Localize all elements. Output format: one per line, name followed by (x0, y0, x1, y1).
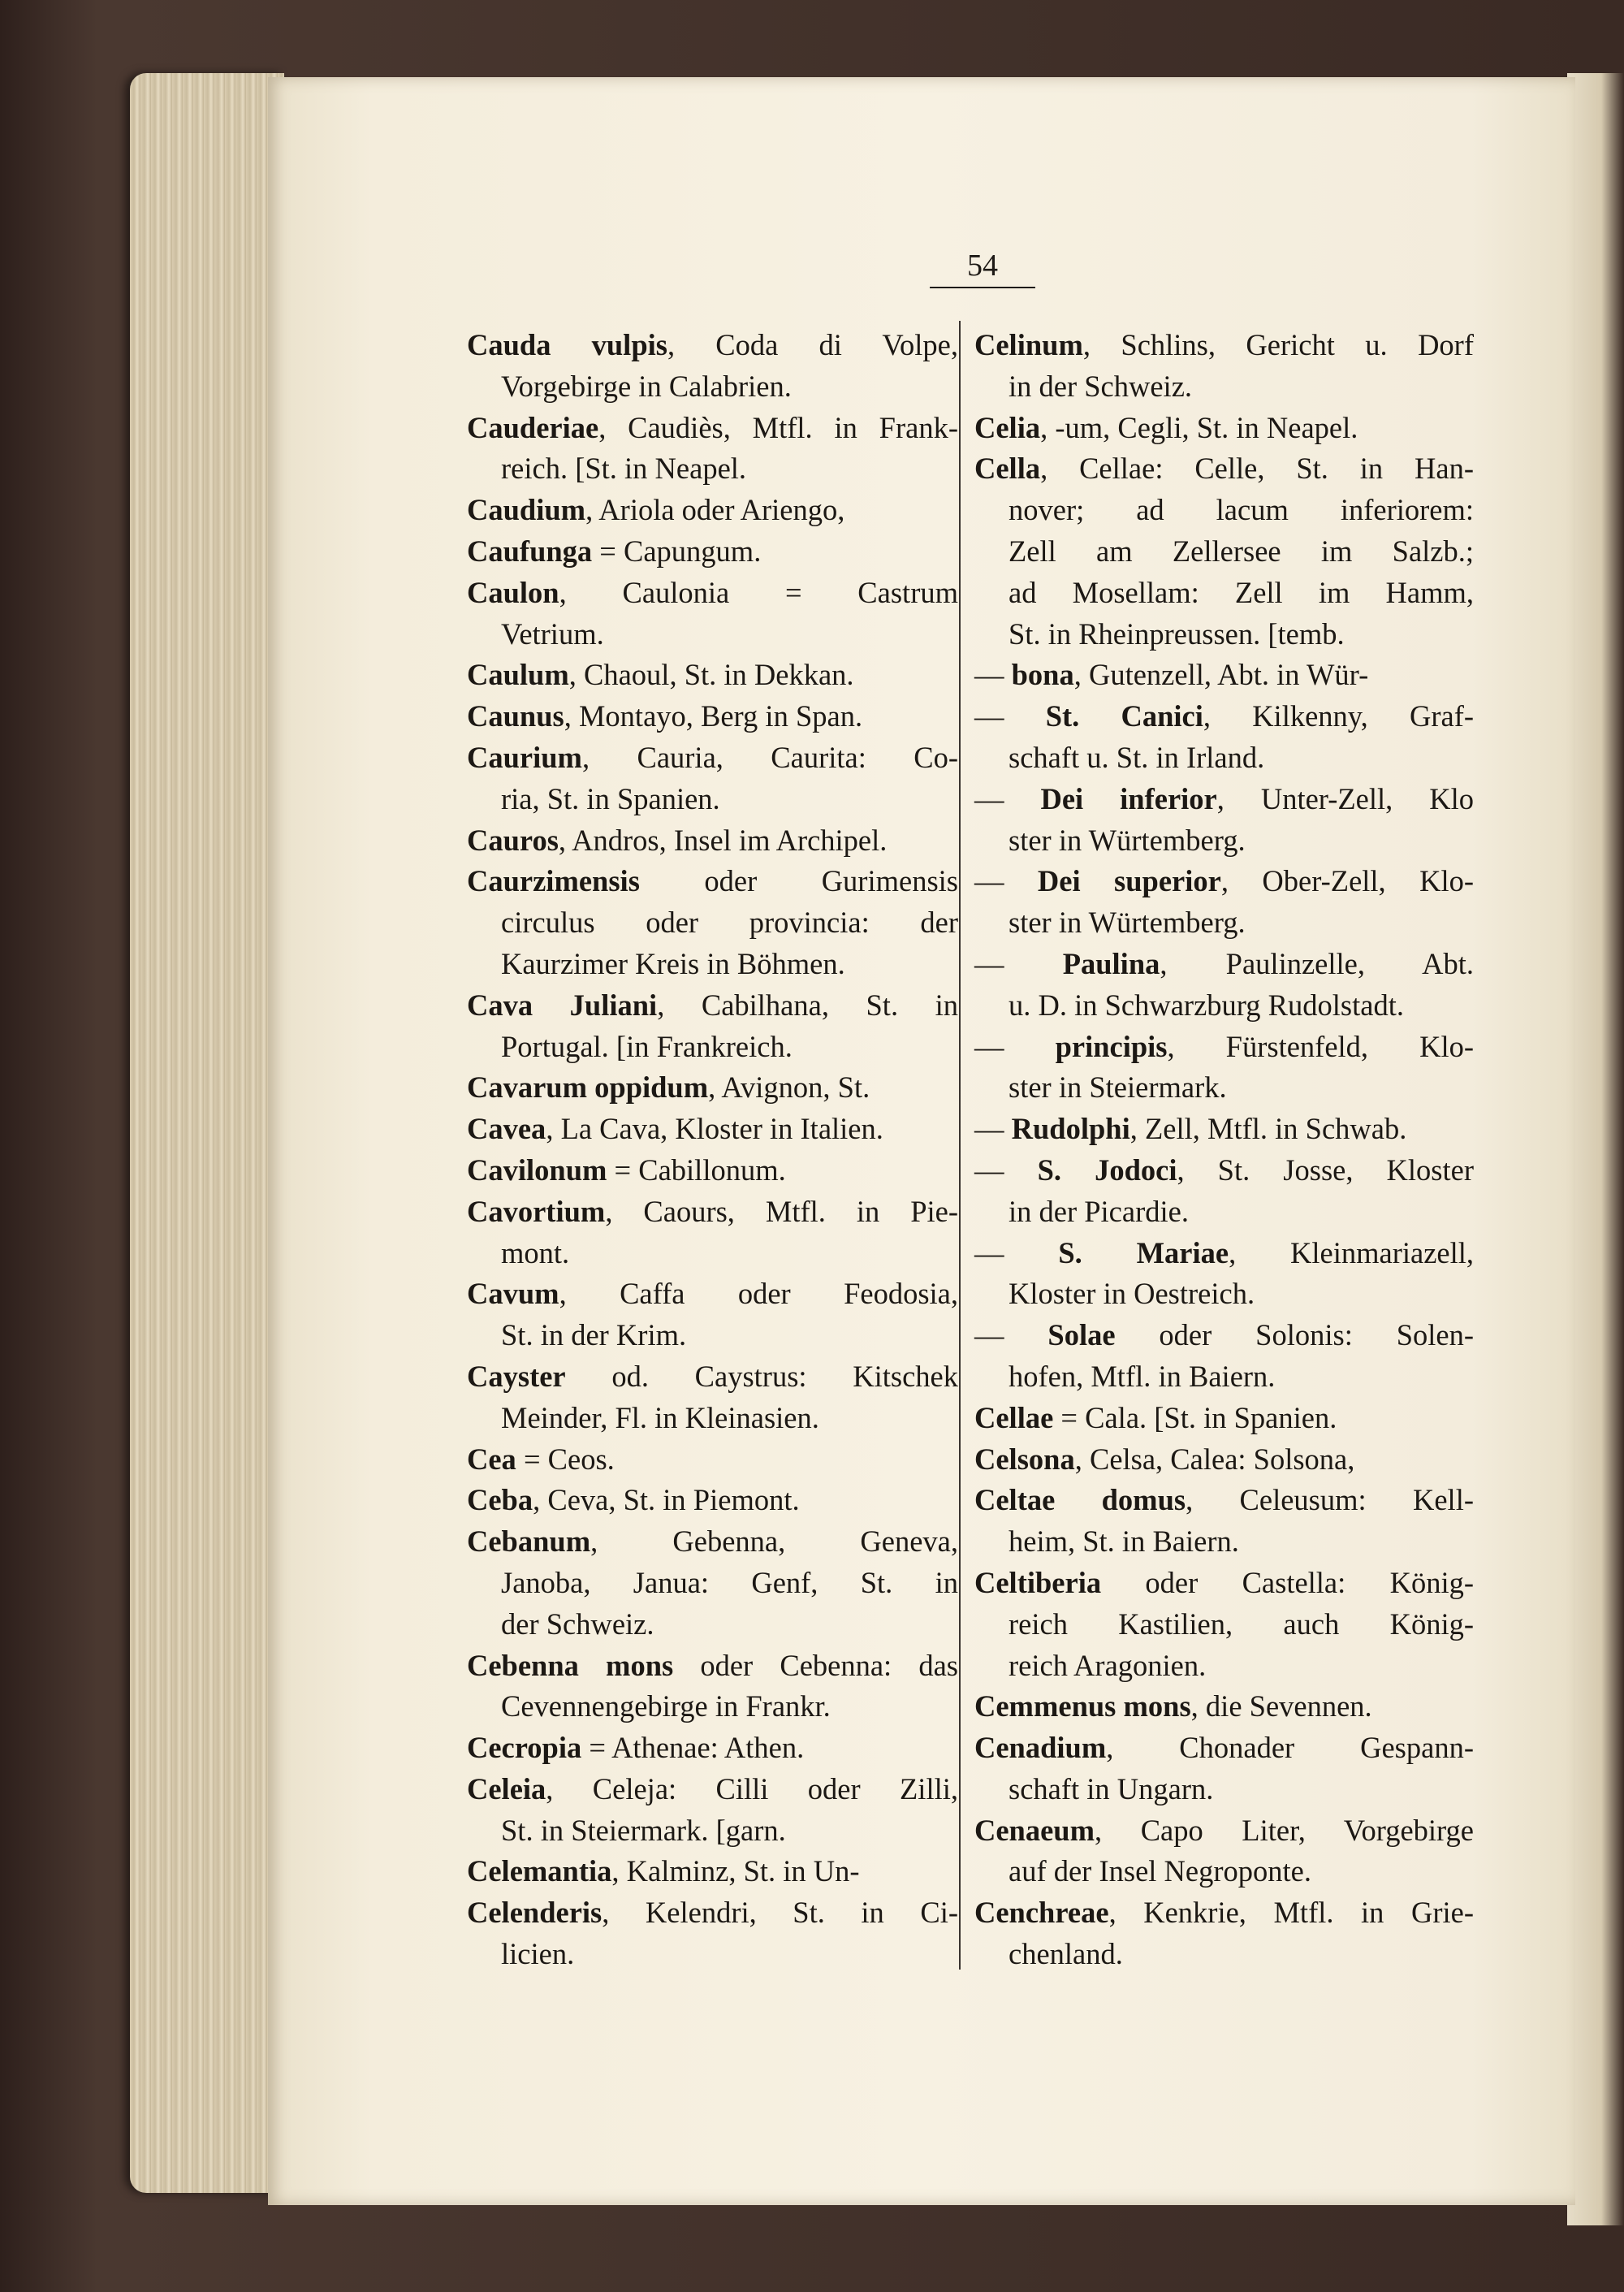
entry-headline: — Rudolphi, Zell, Mtfl. in Schwab. (974, 1112, 1407, 1146)
entry-headline: Cellae = Cala. [St. in Spanien. (974, 1400, 1337, 1434)
left-column (467, 325, 958, 1975)
dictionary-entry (974, 655, 1474, 696)
entry-headline: Celtae domus, Celeusum: Kell- (974, 1483, 1474, 1517)
entry-headline: Cavortium, Caours, Mtfl. in Pie- (467, 1194, 958, 1228)
entry-continuation: Cevennengebirge in Frankr. (501, 1689, 831, 1723)
right-column (974, 325, 1474, 1975)
page-edges (130, 73, 284, 2193)
dictionary-entry (467, 1067, 958, 1109)
entry-continuation: in der Schweiz. (1009, 369, 1193, 403)
entry-headline: Caulon, Caulonia = Castrum (467, 575, 958, 609)
entry-continuation: reich. [St. in Neapel. (501, 452, 747, 486)
entry-continuation: ster in Steiermark. (1009, 1070, 1227, 1105)
entry-headline: Caudium, Ariola oder Ariengo, (467, 493, 845, 527)
dictionary-entry (467, 531, 958, 573)
entry-continuation: u. D. in Schwarzburg Rudolstadt. (1009, 988, 1404, 1022)
entry-headline: Cauderiae, Caudiès, Mtfl. in Frank- (467, 410, 958, 444)
entry-continuation: Janoba, Janua: Genf, St. in (501, 1565, 958, 1599)
dictionary-entry (467, 1892, 958, 1975)
entry-headline: Cauda vulpis, Coda di Volpe, (467, 328, 958, 361)
entry-headline: Celenderis, Kelendri, St. in Ci- (467, 1896, 958, 1930)
entry-headline: Celia, -um, Cegli, St. in Neapel. (974, 410, 1358, 444)
dictionary-entry (467, 1150, 958, 1191)
dictionary-entry (467, 655, 958, 696)
entry-continuation: Kaurzimer Kreis in Böhmen. (501, 946, 845, 980)
entry-continuation: Vetrium. (501, 616, 604, 651)
page-number: 54 (930, 248, 1035, 288)
entry-headline: Cella, Cellae: Celle, St. in Han- (974, 452, 1474, 486)
entry-continuation: St. in Steiermark. [garn. (501, 1813, 786, 1847)
dictionary-entry (467, 1645, 958, 1728)
dictionary-entry (467, 985, 958, 1068)
dictionary-entry (974, 861, 1474, 944)
entry-continuation: licien. (501, 1937, 575, 1971)
dictionary-entry (467, 820, 958, 862)
entry-continuation: nover; ad lacum inferiorem: (1009, 493, 1474, 527)
dictionary-entry (974, 696, 1474, 779)
entry-continuation: circulus oder provincia: der (501, 906, 958, 940)
dictionary-entry (974, 408, 1474, 449)
right-page-edge (1567, 73, 1624, 2225)
entry-headline: Cauros, Andros, Insel im Archipel. (467, 823, 888, 857)
entry-headline: Cenchreae, Kenkrie, Mtfl. in Grie- (974, 1896, 1474, 1930)
entry-headline: Celsona, Celsa, Calea: Solsona, (974, 1442, 1355, 1476)
dictionary-entry (467, 1109, 958, 1150)
dictionary-entry (974, 448, 1474, 655)
dictionary-entry (974, 1728, 1474, 1810)
entry-headline: Cenadium, Chonader Gespann- (974, 1731, 1474, 1765)
dictionary-entry (467, 1480, 958, 1521)
entry-headline: Caurzimensis oder Gurimensis (467, 864, 958, 898)
entry-continuation: Meinder, Fl. in Kleinasien. (501, 1400, 819, 1434)
dictionary-entry (974, 325, 1474, 408)
entry-headline: Cebanum, Gebenna, Geneva, (467, 1524, 958, 1559)
dictionary-entry (974, 1892, 1474, 1975)
dictionary-entry (974, 1810, 1474, 1893)
dictionary-entry (467, 1439, 958, 1481)
dictionary-entry (974, 1563, 1474, 1686)
entry-headline: — Paulina, Paulinzelle, Abt. (974, 946, 1475, 980)
entry-headline: — St. Canici, Kilkenny, Graf- (974, 699, 1475, 733)
entry-continuation: ster in Würtemberg. (1009, 823, 1246, 857)
entry-headline: Cayster od. Caystrus: Kitschek (467, 1359, 958, 1393)
entry-headline: Celtiberia oder Castella: König- (974, 1565, 1474, 1599)
entry-continuation: ria, St. in Spanien. (501, 781, 720, 815)
entry-continuation: in der Picardie. (1009, 1194, 1189, 1228)
dictionary-entry (467, 737, 958, 820)
dictionary-entry (974, 1439, 1474, 1481)
dictionary-entry (467, 1769, 958, 1852)
dictionary-entry (974, 779, 1474, 862)
entry-headline: Cemmenus mons, die Sevennen. (974, 1689, 1372, 1723)
dictionary-entry (467, 573, 958, 655)
entry-headline: Cava Juliani, Cabilhana, St. in (467, 988, 959, 1022)
dictionary-entry (467, 1191, 958, 1274)
entry-continuation: Kloster in Oestreich. (1009, 1277, 1255, 1311)
entry-headline: — bona, Gutenzell, Abt. in Wür- (974, 658, 1369, 692)
entry-continuation: chenland. (1009, 1937, 1123, 1971)
entry-headline: Cavea, La Cava, Kloster in Italien. (467, 1112, 883, 1146)
entry-continuation: heim, St. in Baiern. (1009, 1524, 1239, 1559)
entry-continuation: auf der Insel Negroponte. (1009, 1854, 1311, 1888)
entry-continuation: der Schweiz. (501, 1607, 654, 1641)
entry-continuation: Zell am Zellersee im Salzb.; (1009, 534, 1474, 568)
entry-headline: Caunus, Montayo, Berg in Span. (467, 699, 863, 733)
entry-headline: Ceba, Ceva, St. in Piemont. (467, 1483, 800, 1517)
dictionary-entry (467, 1851, 958, 1892)
dictionary-entry (467, 325, 958, 408)
entry-continuation: St. in Rheinpreussen. [temb. (1009, 616, 1345, 651)
dictionary-entry (974, 1109, 1474, 1150)
entry-continuation: Portugal. [in Frankreich. (501, 1029, 793, 1063)
entry-headline: Cavarum oppidum, Avignon, St. (467, 1070, 870, 1105)
entry-headline: — Dei inferior, Unter-Zell, Klo (974, 781, 1475, 815)
entry-headline: Cavum, Caffa oder Feodosia, (467, 1277, 958, 1311)
dictionary-entry (467, 1728, 958, 1769)
entry-headline: Cebenna mons oder Cebenna: das (467, 1648, 958, 1682)
dictionary-entry (974, 1480, 1474, 1563)
dictionary-entry (467, 490, 958, 531)
entry-headline: Cea = Ceos. (467, 1442, 615, 1476)
entry-headline: — principis, Fürstenfeld, Klo- (974, 1029, 1475, 1063)
dictionary-entry (974, 1027, 1474, 1109)
entry-headline: Caulum, Chaoul, St. in Dekkan. (467, 658, 854, 692)
entry-headline: Celinum, Schlins, Gericht u. Dorf (974, 328, 1474, 361)
dictionary-entry (974, 1233, 1474, 1316)
entry-headline: — Solae oder Solonis: Solen- (974, 1318, 1475, 1352)
entry-headline: — S. Jodoci, St. Josse, Kloster (974, 1152, 1474, 1187)
entry-headline: — S. Mariae, Kleinmariazell, (974, 1235, 1475, 1269)
entry-headline: Caufunga = Capungum. (467, 534, 762, 568)
column-divider (959, 321, 961, 1970)
entry-continuation: reich Kastilien, auch König- (1009, 1607, 1474, 1641)
entry-headline: Caurium, Cauria, Caurita: Co- (467, 740, 958, 774)
entry-headline: — Dei superior, Ober-Zell, Klo- (974, 864, 1475, 898)
dictionary-entry (467, 1521, 958, 1645)
dictionary-entry (974, 1686, 1474, 1728)
entry-continuation: schaft u. St. in Irland. (1009, 740, 1265, 774)
dictionary-entry (467, 408, 958, 491)
dictionary-entry (974, 1398, 1474, 1439)
entry-continuation: ad Mosellam: Zell im Hamm, (1009, 575, 1474, 609)
dictionary-entry (974, 1315, 1474, 1398)
entry-headline: Cavilonum = Cabillonum. (467, 1152, 786, 1187)
dictionary-entry (467, 861, 958, 984)
entry-headline: Cenaeum, Capo Liter, Vorgebirge (974, 1813, 1474, 1847)
entry-continuation: mont. (501, 1235, 570, 1269)
entry-continuation: schaft in Ungarn. (1009, 1771, 1214, 1805)
entry-headline: Celeia, Celeja: Cilli oder Zilli, (467, 1771, 958, 1805)
entry-headline: Celemantia, Kalminz, St. in Un- (467, 1854, 860, 1888)
dictionary-entry (974, 1150, 1474, 1233)
dictionary-entry (467, 696, 958, 737)
entry-continuation: hofen, Mtfl. in Baiern. (1009, 1359, 1276, 1393)
entry-continuation: Vorgebirge in Calabrien. (501, 369, 792, 403)
entry-continuation: reich Aragonien. (1009, 1648, 1207, 1682)
dictionary-entry (467, 1356, 958, 1439)
entry-continuation: ster in Würtemberg. (1009, 906, 1246, 940)
dictionary-entry (974, 944, 1474, 1027)
entry-continuation: St. in der Krim. (501, 1318, 687, 1352)
dictionary-entry (467, 1274, 958, 1356)
entry-headline: Cecropia = Athenae: Athen. (467, 1731, 805, 1765)
